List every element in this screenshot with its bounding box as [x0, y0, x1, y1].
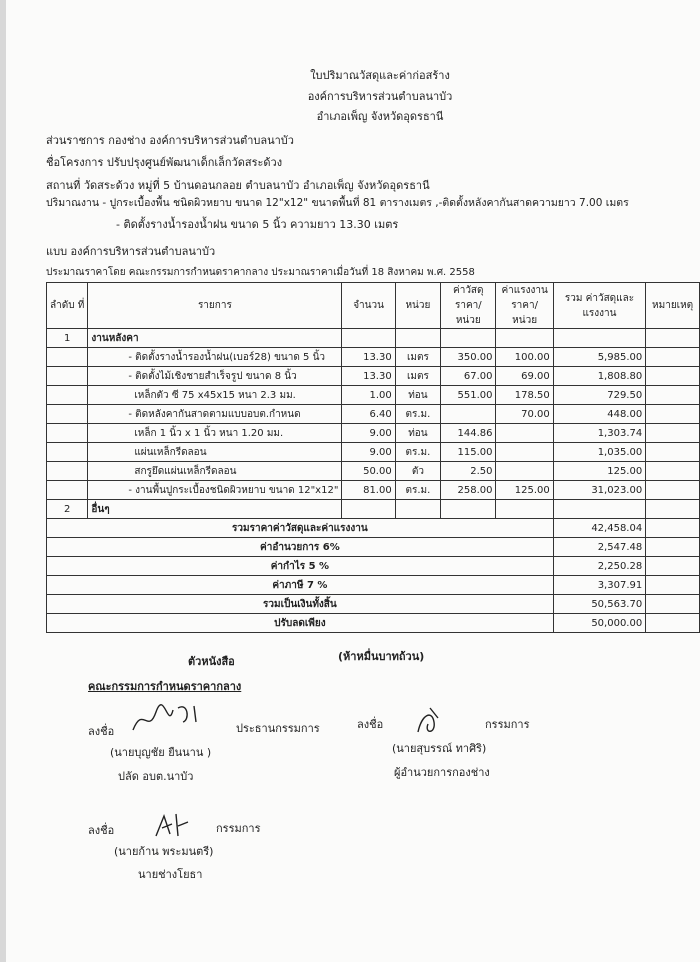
cell-mat: 350.00: [441, 348, 496, 367]
summary-label: ปรับลดเพียง: [47, 614, 554, 633]
cell-total: 1,035.00: [553, 443, 645, 462]
cell-labor: 100.00: [496, 348, 553, 367]
header-material-price: ค่าวัสดุ ราคา/หน่วย: [441, 283, 496, 329]
amount-words: (ห้าหมื่นบาทถ้วน): [338, 650, 425, 663]
header-item: รายการ: [88, 283, 342, 329]
summary-row: [47, 595, 700, 614]
location-line: สถานที่ วัดสระด้วง หมู่ที่ 5 บ้านดอนกลอย ตำบลนาบัว อำเภอเพ็ญ จังหวัดอุดรธานี: [46, 179, 430, 192]
summary-value: 42,458.04: [553, 519, 645, 538]
table-row: [47, 481, 700, 500]
cell-unit: เมตร: [395, 367, 440, 386]
cell-qty: 50.00: [342, 462, 395, 481]
cell-labor: 178.50: [496, 386, 553, 405]
cell-qty: 6.40: [342, 405, 395, 424]
cell-item: - ติดตั้งไม้เชิงชายสำเร็จรูป ขนาด 8 นิ้ว: [88, 367, 342, 386]
sign-position-1: ปลัด อบต.นาบัว: [118, 770, 194, 783]
cell-remark: [646, 500, 700, 519]
summary-remark: [646, 538, 700, 557]
cell-unit: เมตร: [395, 348, 440, 367]
sign-role-1: ประธานกรรมการ: [236, 722, 320, 735]
signature-1: [128, 700, 208, 740]
cell-no: [47, 481, 88, 500]
cell-total: 125.00: [553, 462, 645, 481]
summary-row: [47, 576, 700, 595]
table-row: [47, 443, 700, 462]
summary-label: รวมราคาค่าวัสดุและค่าแรงงาน: [47, 519, 554, 538]
cell-mat: [441, 500, 496, 519]
header-total: รวม ค่าวัสดุและแรงงาน: [553, 283, 645, 329]
sign-role-3: กรรมการ: [216, 822, 261, 835]
cell-unit: [395, 329, 440, 348]
sign-label-3: ลงชื่อ: [88, 824, 115, 837]
cell-mat: 551.00: [441, 386, 496, 405]
signature-2: [410, 704, 450, 740]
cell-item: สกรูยึดแผ่นเหล็กรีดลอน: [88, 462, 342, 481]
cell-qty: 81.00: [342, 481, 395, 500]
quantity-line-2: - ติดตั้งรางน้ำรองน้ำฝน ขนาด 5 นิ้ว ความยาว 13.30 เมตร: [116, 218, 399, 231]
cell-mat: 2.50: [441, 462, 496, 481]
summary-label: ค่าภาษี 7 %: [47, 576, 554, 595]
cell-item: - งานพื้นปูกระเบื้องชนิดผิวหยาบ ขนาด 12"x12": [88, 481, 342, 500]
cell-no: 1: [47, 329, 88, 348]
cell-labor: [496, 329, 553, 348]
summary-value: 2,547.48: [553, 538, 645, 557]
cell-total: 729.50: [553, 386, 645, 405]
cell-no: [47, 348, 88, 367]
summary-remark: [646, 519, 700, 538]
cell-unit: ตร.ม.: [395, 443, 440, 462]
cell-qty: 9.00: [342, 424, 395, 443]
signature-3: [150, 808, 194, 842]
sign-name-1: (นายบุญชัย ยืนนาน ): [110, 746, 212, 759]
cell-no: [47, 367, 88, 386]
cell-item: อื่นๆ: [88, 500, 342, 519]
cell-total: 1,808.80: [553, 367, 645, 386]
table-row: [47, 329, 700, 348]
cell-unit: ตร.ม.: [395, 481, 440, 500]
cell-item: - ติดหลังคากันสาดตามแบบอบต.กำหนด: [88, 405, 342, 424]
cell-total: 5,985.00: [553, 348, 645, 367]
project-line: ชื่อโครงการ ปรับปรุงศูนย์พัฒนาเด็กเล็กวัดสระด้วง: [46, 156, 283, 169]
summary-row: [47, 538, 700, 557]
cell-mat: [441, 329, 496, 348]
summary-row: [47, 557, 700, 576]
sign-name-2: (นายสุบรรณ์ ทาศิริ): [392, 742, 487, 755]
summary-remark: [646, 576, 700, 595]
summary-remark: [646, 614, 700, 633]
cell-item: แผ่นเหล็กรีดลอน: [88, 443, 342, 462]
form-line: แบบ องค์การบริหารส่วนตำบลนาบัว: [46, 245, 216, 258]
sign-label-2: ลงชื่อ: [357, 718, 384, 731]
cell-remark: [646, 329, 700, 348]
cell-unit: ท่อน: [395, 424, 440, 443]
cell-mat: [441, 405, 496, 424]
cell-item: เหล็ก 1 นิ้ว x 1 นิ้ว หนา 1.20 มม.: [88, 424, 342, 443]
sign-label-1: ลงชื่อ: [88, 725, 115, 738]
cell-no: 2: [47, 500, 88, 519]
summary-value: 3,307.91: [553, 576, 645, 595]
summary-value: 50,563.70: [553, 595, 645, 614]
cell-unit: ท่อน: [395, 386, 440, 405]
summary-value: 2,250.28: [553, 557, 645, 576]
quantity-line-1: ปริมาณงาน - ปูกระเบื้องพื้น ชนิดผิวหยาบ ขนาด 12"x12" ขนาดพื้นที่ 81 ตารางเมตร ,-ติดตั้งหลังคากันสาดความยาว 7.00 เมตร: [46, 197, 629, 209]
sign-role-2: กรรมการ: [485, 718, 530, 731]
cell-no: [47, 405, 88, 424]
cell-remark: [646, 386, 700, 405]
header-qty: จำนวน: [342, 283, 395, 329]
cell-remark: [646, 443, 700, 462]
cell-labor: [496, 462, 553, 481]
scan-edge: [0, 0, 6, 962]
cell-remark: [646, 462, 700, 481]
table-row: [47, 462, 700, 481]
sign-name-3: (นายก้าน พระมนตรี): [114, 845, 214, 858]
cell-qty: 13.30: [342, 348, 395, 367]
table-row: [47, 386, 700, 405]
summary-value: 50,000.00: [553, 614, 645, 633]
cell-labor: [496, 424, 553, 443]
estimate-line: ประมาณราคาโดย คณะกรรมการกำหนดราคากลาง ประมาณราคาเมื่อวันที่ 18 สิงหาคม พ.ศ. 2558: [46, 267, 475, 278]
committee-heading: คณะกรรมการกำหนดราคากลาง: [88, 680, 242, 693]
cell-remark: [646, 481, 700, 500]
header-unit: หน่วย: [395, 283, 440, 329]
header-labor-price: ค่าแรงงาน ราคา/หน่วย: [496, 283, 553, 329]
sign-position-3: นายช่างโยธา: [138, 868, 203, 881]
cell-total: 448.00: [553, 405, 645, 424]
cell-no: [47, 424, 88, 443]
cell-labor: 70.00: [496, 405, 553, 424]
summary-remark: [646, 557, 700, 576]
cell-no: [47, 386, 88, 405]
title-line-2: องค์การบริหารส่วนตำบลนาบัว: [307, 90, 453, 103]
cell-mat: 144.86: [441, 424, 496, 443]
cell-mat: 67.00: [441, 367, 496, 386]
cell-total: [553, 329, 645, 348]
table-row: [47, 424, 700, 443]
header-remark: หมายเหตุ: [646, 283, 700, 329]
cell-item: - ติดตั้งรางน้ำรองน้ำฝน(เบอร์28) ขนาด 5 นิ้ว: [88, 348, 342, 367]
cell-remark: [646, 348, 700, 367]
cell-qty: [342, 329, 395, 348]
cell-item: เหล็กตัว ซี 75 x45x15 หนา 2.3 มม.: [88, 386, 342, 405]
summary-label: ค่ากำไร 5 %: [47, 557, 554, 576]
cell-labor: [496, 443, 553, 462]
cell-qty: 9.00: [342, 443, 395, 462]
cell-remark: [646, 405, 700, 424]
table-row: [47, 367, 700, 386]
cell-no: [47, 443, 88, 462]
cell-labor: 69.00: [496, 367, 553, 386]
cost-table: [46, 282, 700, 633]
cell-labor: 125.00: [496, 481, 553, 500]
cell-unit: ตัว: [395, 462, 440, 481]
summary-row: [47, 614, 700, 633]
table-row: [47, 348, 700, 367]
sign-position-2: ผู้อำนวยการกองช่าง: [394, 766, 490, 779]
cell-remark: [646, 424, 700, 443]
cell-qty: [342, 500, 395, 519]
agency-line: ส่วนราชการ กองช่าง องค์การบริหารส่วนตำบลนาบัว: [46, 134, 294, 147]
table-row: [47, 500, 700, 519]
cell-remark: [646, 367, 700, 386]
cell-unit: ตร.ม.: [395, 405, 440, 424]
summary-row: [47, 519, 700, 538]
cell-no: [47, 462, 88, 481]
cell-qty: 13.30: [342, 367, 395, 386]
summary-label: ค่าอำนวยการ 6%: [47, 538, 554, 557]
cell-item: งานหลังคา: [88, 329, 342, 348]
cell-total: 1,303.74: [553, 424, 645, 443]
title-line-1: ใบปริมาณวัสดุและค่าก่อสร้าง: [310, 69, 450, 82]
amount-words-label: ตัวหนังสือ: [188, 655, 235, 668]
summary-label: รวมเป็นเงินทั้งสิ้น: [47, 595, 554, 614]
table-row: [47, 405, 700, 424]
header-no: ลำดับ ที่: [47, 283, 88, 329]
cell-qty: 1.00: [342, 386, 395, 405]
cell-labor: [496, 500, 553, 519]
cell-total: [553, 500, 645, 519]
cell-total: 31,023.00: [553, 481, 645, 500]
cell-mat: 115.00: [441, 443, 496, 462]
cell-unit: [395, 500, 440, 519]
cell-mat: 258.00: [441, 481, 496, 500]
title-line-3: อำเภอเพ็ญ จังหวัดอุดรธานี: [316, 110, 444, 123]
summary-remark: [646, 595, 700, 614]
